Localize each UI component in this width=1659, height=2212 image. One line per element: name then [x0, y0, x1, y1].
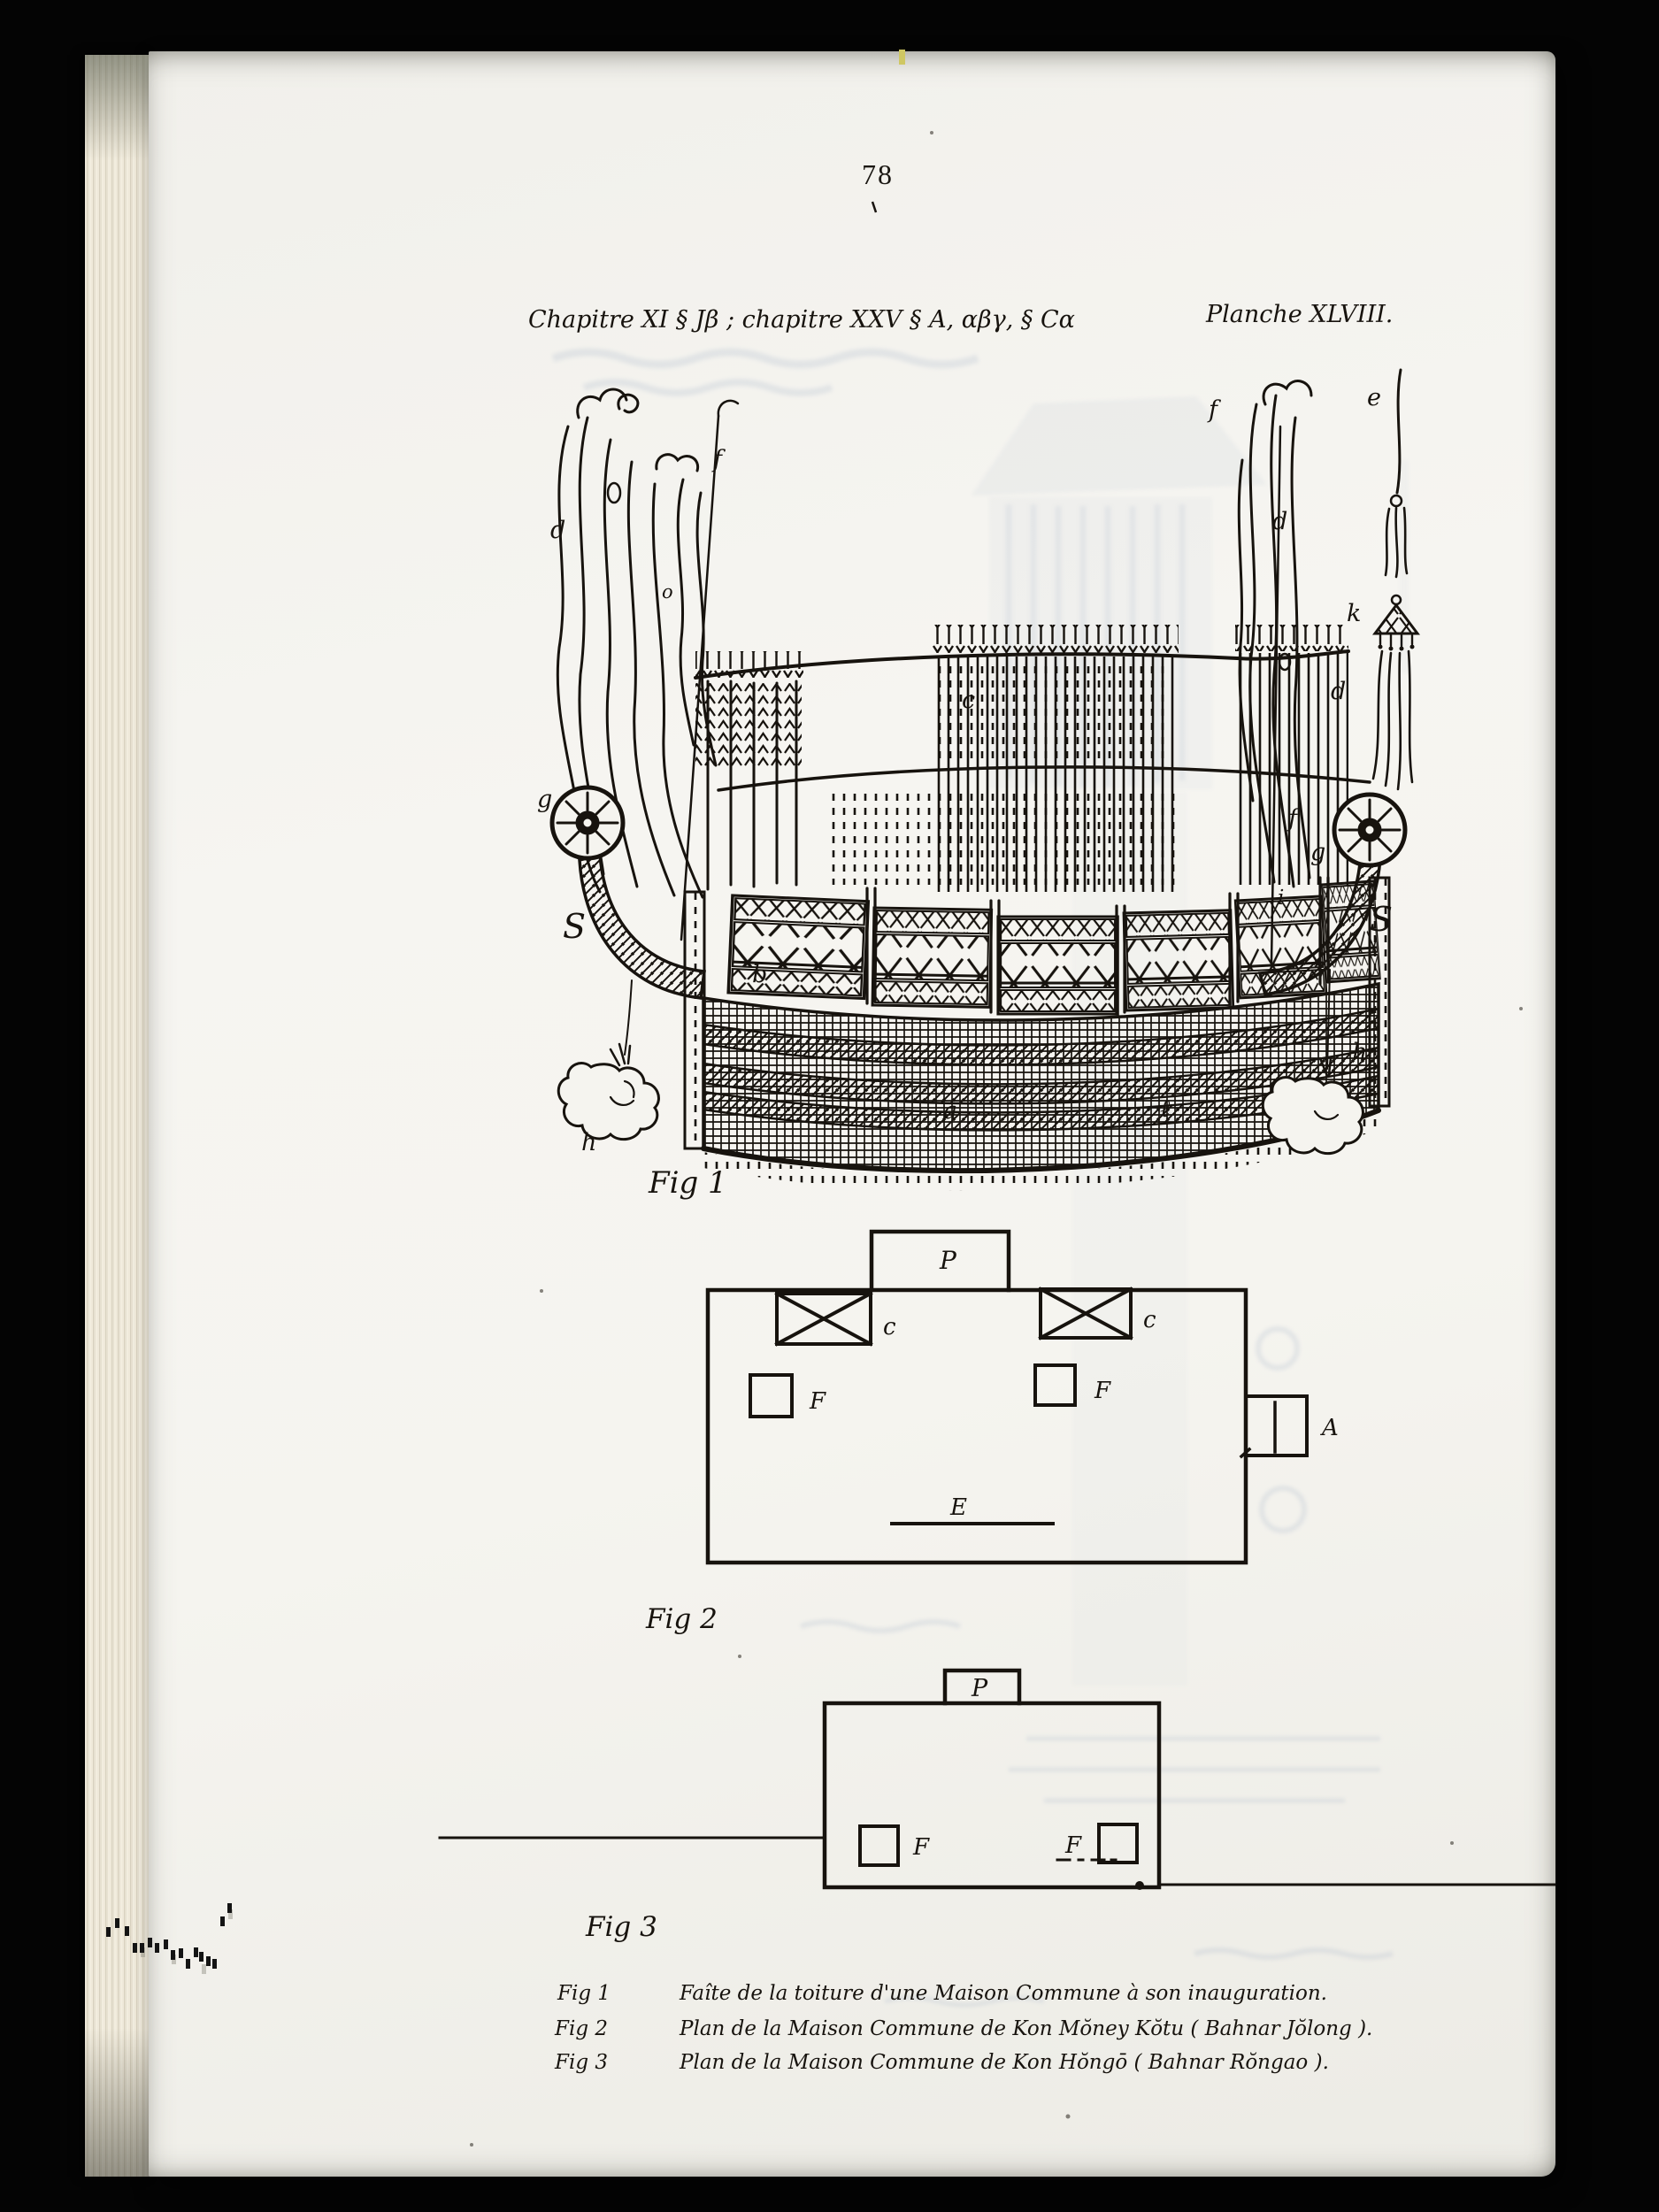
fig1-left-horn	[552, 787, 704, 1140]
fig2-plan	[708, 1232, 1307, 1563]
page-number: 78	[862, 158, 894, 190]
fig2-label-a: A	[1322, 1415, 1339, 1441]
film-nick	[899, 50, 905, 65]
fig1-label-d3: d	[1331, 678, 1347, 705]
fig1-label-h1: h	[581, 1129, 597, 1156]
fig1-ridge-fringes	[695, 625, 1370, 892]
caption-fig3-id: Fig 3	[555, 2051, 608, 2074]
fig2-label-f1: F	[810, 1388, 826, 1415]
fig1-title: Fig 1	[649, 1165, 727, 1201]
fig3-label-f2: F	[1065, 1832, 1082, 1859]
caption-block	[554, 1982, 1372, 2074]
right-rosette	[1334, 795, 1405, 865]
caption-fig1-text: Faîte de la toiture d'une Maison Commune à son inauguration.	[680, 1982, 1327, 2005]
fig1-label-f1: f	[713, 446, 722, 473]
fig3-label-f1: F	[913, 1834, 930, 1861]
fig3-plan	[440, 1671, 1555, 1890]
pen-tick	[872, 202, 876, 212]
page-edge-marks	[106, 1903, 233, 1974]
fig2-label-c1: c	[883, 1314, 896, 1340]
fig1-label-c: c	[962, 687, 976, 714]
fig1-label-d1: d	[550, 517, 566, 544]
fig1-label-h2: h	[1352, 1039, 1368, 1066]
fig1-label-o: o	[662, 581, 673, 603]
caption-fig3-text: Plan de la Maison Commune de Kon Hŏngō ( Bahnar Rŏngao ).	[680, 2051, 1329, 2074]
fig1-label-f2: f	[1209, 396, 1217, 424]
fig2-label-f2: F	[1094, 1378, 1111, 1404]
fig1-label-a: a	[943, 1097, 958, 1125]
fig3-title: Fig 3	[586, 1911, 657, 1943]
fig1-label-k: k	[1347, 600, 1362, 627]
fig2-title: Fig 2	[646, 1603, 718, 1635]
fig2-label-p: P	[940, 1246, 956, 1275]
fig2-label-c2: c	[1143, 1307, 1156, 1333]
fig1-label-l: ℓ	[1160, 1095, 1171, 1123]
fig1-label-g1: g	[537, 786, 553, 813]
fig1-label-e: e	[1367, 384, 1381, 411]
fig1-label-i: i	[1278, 887, 1285, 910]
fig1-label-s1: S	[563, 907, 587, 946]
caption-fig1-id: Fig 1	[557, 1982, 611, 2005]
fig3-label-p: P	[972, 1675, 988, 1702]
fig1-label-f3: f	[1288, 805, 1297, 833]
header-plate: Planche XLVIII.	[1206, 301, 1394, 328]
fig2-label-e: E	[950, 1494, 967, 1521]
header-chapter: Chapitre XI § Jβ ; chapitre XXV § A, αβγ, § Cα	[528, 306, 1075, 334]
fig1-label-s2: S	[1370, 900, 1394, 939]
fig1-hanging-cord	[1373, 370, 1417, 789]
fig1-label-g2: g	[1310, 839, 1326, 866]
caption-fig2-id: Fig 2	[555, 2017, 608, 2040]
caption-fig2-text: Plan de la Maison Commune de Kon Mŏney Kŏtu ( Bahnar Jŏlong ).	[680, 2017, 1373, 2040]
fig1-label-b: b	[752, 961, 768, 988]
left-rosette	[552, 787, 623, 858]
fig1-label-d2: d	[1272, 508, 1288, 535]
